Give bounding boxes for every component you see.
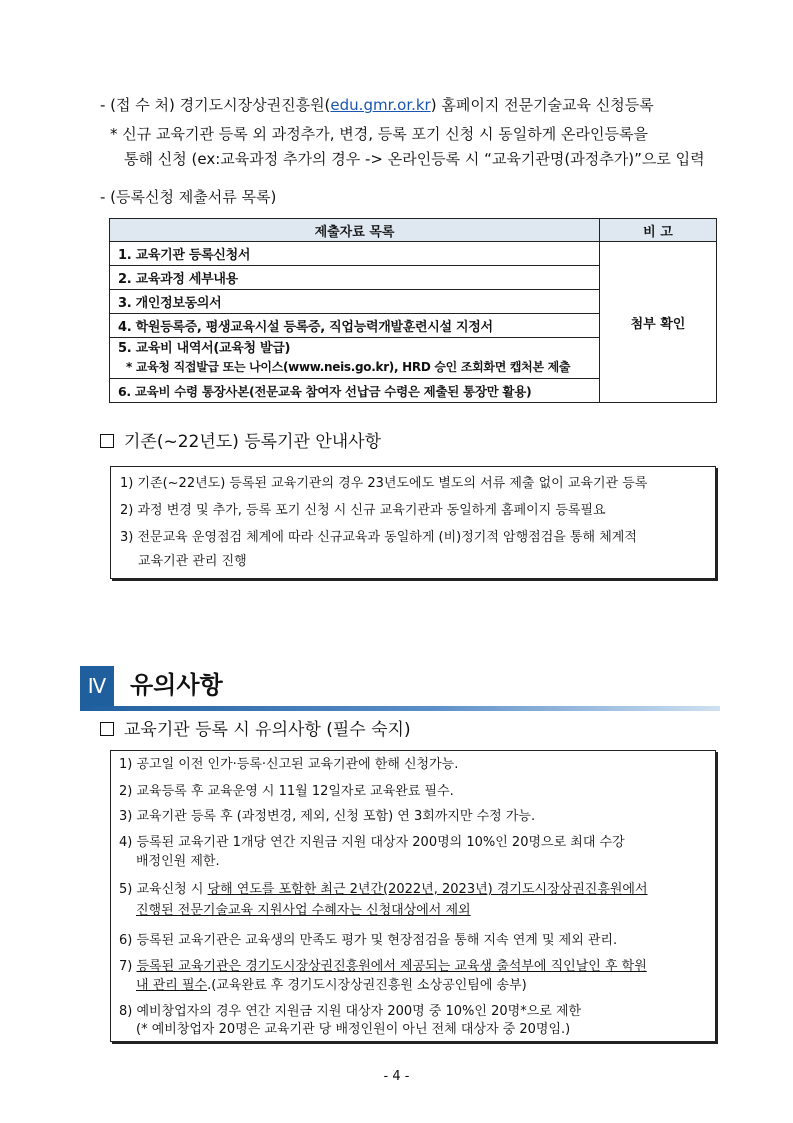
website-link[interactable]: edu.gmr.or.kr xyxy=(330,96,431,114)
caution-row-3: 3) 교육기관 등록 후 (과정변경, 제외, 신청 포함) 연 3회까지만 수정 가능. xyxy=(119,809,536,824)
caution-row-7-underlined-end: 내 관리 필수 xyxy=(136,978,208,993)
document-item-5-note: * 교육청 직접발급 또는 나이스(www.neis.go.kr), HRD 승인 조회화면 캡처본 제출 xyxy=(126,360,571,374)
table-row xyxy=(110,242,717,266)
caution-row-4-continued: 배정인원 제한. xyxy=(136,854,220,869)
checkbox-square-icon xyxy=(100,722,114,736)
note-line-2: 통해 신청 (ex:교육과정 추가의 경우 -> 온라인등록 시 “교육기관명(과정추가)”으로 입력 xyxy=(124,150,705,168)
caution-row-6: 6) 등록된 교육기관은 교육생의 만족도 평가 및 현장점검을 통해 지속 연계 및 제외 관리. xyxy=(119,933,618,948)
document-item-1: 1. 교육기관 등록신청서 xyxy=(110,242,600,266)
table-header-items: 제출자료 목록 xyxy=(110,219,600,242)
caution-row-7-underlined: 등록된 교육기관은 경기도시장상권진흥원에서 제공되는 교육생 출석부에 직인날인 후 학원 xyxy=(136,959,647,974)
caution-row-5 xyxy=(119,880,648,899)
document-item-6: 6. 교육비 수령 통장사본(전문교육 참여자 선납금 수령은 제출된 통장만 활용) xyxy=(110,379,600,403)
existing-heading-text: 기존(~22년도) 등록기관 안내사항 xyxy=(124,432,382,452)
document-item-5-title: 5. 교육비 내역서(교육청 발급) xyxy=(118,341,291,356)
existing-institutions-box xyxy=(110,466,716,579)
submission-place-line xyxy=(100,95,654,115)
caution-row-5-continued: 진행된 전문기술교육 지원사업 수혜자는 신청대상에서 제외 xyxy=(136,903,471,918)
table-header-row xyxy=(110,219,717,242)
caution-row-1: 1) 공고일 이전 인가·등록·신고된 교육기관에 한해 신청가능. xyxy=(119,757,459,772)
caution-heading-text: 교육기관 등록 시 유의사항 (필수 숙지) xyxy=(124,720,411,740)
checkbox-square-icon xyxy=(100,434,114,448)
section-number-badge: Ⅳ xyxy=(80,666,114,706)
caution-row-5-prefix: 5) 교육신청 시 xyxy=(119,882,208,897)
section-divider xyxy=(80,706,720,711)
existing-row-3-continued: 교육기관 관리 진행 xyxy=(138,554,247,569)
caution-row-7-prefix: 7) xyxy=(119,959,137,974)
existing-row-1: 1) 기존(~22년도) 등록된 교육기관의 경우 23년도에도 별도의 서류 제출 없이 교육기관 등록 xyxy=(120,476,648,491)
caution-row-8: 8) 예비창업자의 경우 연간 지원금 지원 대상자 200명 중 10%인 20명*으로 제한 xyxy=(119,1004,582,1019)
document-item-4: 4. 학원등록증, 평생교육시설 등록증, 직업능력개발훈련시설 지정서 xyxy=(110,314,600,338)
submission-documents-table xyxy=(109,218,717,403)
caution-row-7-continued xyxy=(136,976,527,995)
submission-place-suffix: ) 홈페이지 전문기술교육 신청등록 xyxy=(430,96,654,114)
document-item-3: 3. 개인정보동의서 xyxy=(110,290,600,314)
existing-row-3: 3) 전문교육 운영점검 체계에 따라 신규교육과 동일하게 (비)정기적 암행점검을 통해 체계적 xyxy=(120,530,637,545)
caution-box xyxy=(110,750,716,1042)
document-item-5 xyxy=(110,338,600,379)
caution-row-8-continued: (* 예비창업자 20명은 교육기관 당 배정인원이 아닌 전체 대상자 중 20명임.) xyxy=(136,1022,571,1037)
page-number: - 4 - xyxy=(383,1069,410,1084)
caution-heading xyxy=(100,719,411,741)
caution-row-7 xyxy=(119,957,647,976)
caution-row-2: 2) 교육등록 후 교육운영 시 11월 12일자로 교육완료 필수. xyxy=(119,784,454,799)
caution-row-4: 4) 등록된 교육기관 1개당 연간 지원금 지원 대상자 200명의 10%인 20명으로 최대 수강 xyxy=(119,835,625,850)
note-line-1: * 신규 교육기관 등록 외 과정추가, 변경, 등록 포기 신청 시 동일하게 온라인등록을 xyxy=(110,125,648,143)
caution-row-7-suffix: .(교육완료 후 경기도시장상권진흥원 소상공인팀에 송부) xyxy=(207,978,527,993)
existing-institutions-heading xyxy=(100,431,381,453)
submission-place-prefix: - (접 수 처) 경기도시장상권진흥원( xyxy=(100,96,331,114)
existing-row-2: 2) 과정 변경 및 추가, 등록 포기 신청 시 신규 교육기관과 동일하게 홈페이지 등록필요 xyxy=(120,503,606,518)
attachment-check-note: 첨부 확인 xyxy=(600,242,717,403)
document-list-title: - (등록신청 제출서류 목록) xyxy=(100,188,277,206)
document-item-2: 2. 교육과정 세부내용 xyxy=(110,266,600,290)
section-title: 유의사항 xyxy=(130,671,223,699)
caution-row-5-underlined: 당해 연도를 포함한 최근 2년간(2022년, 2023년) 경기도시장상권진흥원에서 xyxy=(207,882,648,897)
table-header-note: 비 고 xyxy=(600,219,717,242)
